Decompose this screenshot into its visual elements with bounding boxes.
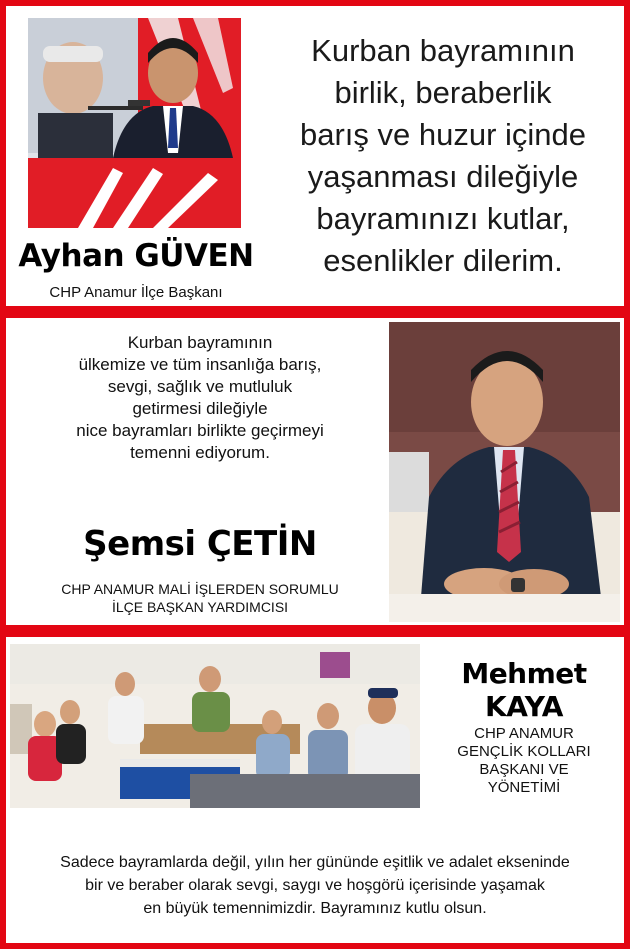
closing-message [10,851,620,920]
message-line: ülkemize ve tüm insanlığa barış, [78,355,322,374]
semsi-cetin-title [26,580,374,616]
message-line: nice bayramları birlikte geçirmeyi [76,421,324,440]
mehmet-kaya-title [424,725,624,797]
message-line: bayramınızı kutlar, [316,201,570,236]
message-line: Kurban bayramının [127,333,273,352]
ayhan-guven-photo [28,18,241,228]
greeting-panel-semsi-cetin [6,318,624,625]
semsi-cetin-message [26,332,374,464]
message-line: en büyük temennimizdir. Bayramınız kutlu olsun. [143,900,487,917]
message-line: barış ve huzur içinde [299,117,587,152]
ayhan-guven-message [268,30,618,282]
message-line: sevgi, sağlık ve mutluluk [107,377,293,396]
message-line: getirmesi dileğiyle [132,399,268,418]
ayhan-guven-name: Ayhan GÜVEN [18,238,254,274]
message-line: birlik, beraberlik [334,75,552,110]
message-line: Sadece bayramlarda değil, yılın her gününde eşitlik ve adalet ekseninde [60,854,570,871]
semsi-cetin-photo [389,322,620,622]
message-line: esenlikler dilerim. [323,243,563,278]
title-line: GENÇLİK KOLLARI [457,743,591,760]
title-line: CHP ANAMUR [474,725,574,742]
message-line: yaşanması dileğiyle [307,159,579,194]
title-line: CHP ANAMUR MALİ İŞLERDEN SORUMLU [61,581,339,597]
message-line: Kurban bayramının [311,33,575,68]
title-line: YÖNETİMİ [487,779,561,796]
mehmet-kaya-name: Mehmet KAYA [461,657,587,723]
youth-group-photo [10,644,420,808]
ayhan-guven-title: CHP Anamur İlçe Başkanı [49,284,223,301]
semsi-cetin-name: Şemsi ÇETİN [83,524,317,564]
greeting-panel-mehmet-kaya [6,637,624,943]
message-line: temenni ediyorum. [130,443,270,462]
title-line: İLÇE BAŞKAN YARDIMCISI [111,599,289,615]
message-line: bir ve beraber olarak sevgi, saygı ve hoşgörü içerisinde yaşamak [85,877,545,894]
title-line: BAŞKANI VE [479,761,569,778]
greeting-panel-ayhan-guven [6,6,624,306]
